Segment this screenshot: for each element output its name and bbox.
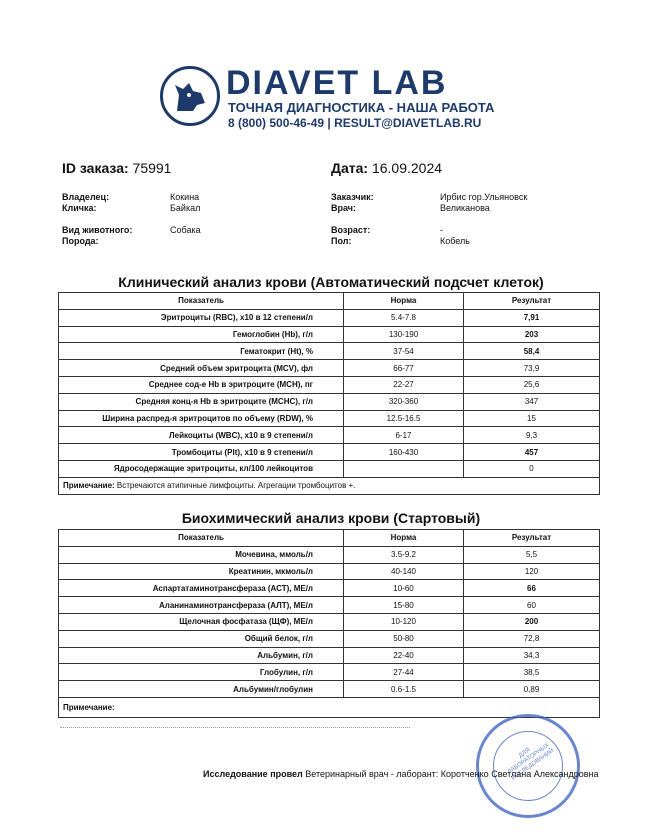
row-name: Средний объем эритроцита (MCV), фл bbox=[59, 360, 344, 377]
row-name: Аспартатаминотрансфераза (АСТ), МЕ/л bbox=[59, 580, 344, 597]
row-result: 9,3 bbox=[464, 427, 600, 444]
brand-name: DIAVET LAB bbox=[226, 64, 448, 102]
table-row bbox=[59, 630, 600, 647]
species-value: Собака bbox=[170, 225, 201, 235]
doctor-value: Великанова bbox=[440, 203, 490, 213]
row-name: Эритроциты (RBC), х10 в 12 степени/л bbox=[59, 309, 344, 326]
note-row bbox=[59, 477, 600, 494]
row-name: Среднее сод-е Hb в эритроците (MCH), пг bbox=[59, 376, 344, 393]
row-result: 15 bbox=[464, 410, 600, 427]
row-name: Гематокрит (Ht), % bbox=[59, 343, 344, 360]
row-norm: 130-190 bbox=[344, 326, 464, 343]
row-norm: 50-80 bbox=[344, 630, 464, 647]
row-norm: 12.5-16.5 bbox=[344, 410, 464, 427]
row-name: Мочевина, ммоль/л bbox=[59, 546, 344, 563]
row-norm: 0.6-1.5 bbox=[344, 681, 464, 698]
table-row bbox=[59, 546, 600, 563]
nickname-value: Байкал bbox=[170, 203, 201, 213]
species-label: Вид животного: bbox=[62, 225, 133, 235]
note-label: Примечание: bbox=[63, 481, 115, 491]
cbc-table bbox=[58, 292, 600, 495]
signature-line bbox=[203, 769, 599, 779]
table-row bbox=[59, 647, 600, 664]
row-name: Альбумин, г/л bbox=[59, 647, 344, 664]
note-cell bbox=[59, 477, 600, 494]
row-name: Гемоглобин (Hb), г/л bbox=[59, 326, 344, 343]
note-label: Примечание: bbox=[63, 702, 115, 712]
row-norm: 320-360 bbox=[344, 393, 464, 410]
row-norm: 6-17 bbox=[344, 427, 464, 444]
owner-value: Кокина bbox=[170, 192, 200, 202]
row-name: Ширина распред-я эритроцитов по объему (RDW), % bbox=[59, 410, 344, 427]
age-value: - bbox=[440, 225, 443, 235]
column-header: Результат bbox=[464, 293, 600, 310]
table-row bbox=[59, 343, 600, 360]
row-norm bbox=[344, 460, 464, 477]
row-norm: 10-120 bbox=[344, 613, 464, 630]
row-norm: 66-77 bbox=[344, 360, 464, 377]
row-result: 34,3 bbox=[464, 647, 600, 664]
row-norm: 22-27 bbox=[344, 376, 464, 393]
order-id-value: 75991 bbox=[132, 160, 172, 176]
lab-header bbox=[160, 64, 495, 134]
row-result: 38,5 bbox=[464, 664, 600, 681]
column-header: Показатель bbox=[59, 293, 344, 310]
nickname-label: Кличка: bbox=[62, 203, 97, 213]
row-norm: 37-54 bbox=[344, 343, 464, 360]
table-row bbox=[59, 580, 600, 597]
row-result: 25,6 bbox=[464, 376, 600, 393]
dog-logo-icon bbox=[160, 66, 220, 126]
owner-label: Владелец: bbox=[62, 192, 110, 202]
client-value: Ирбис гор.Ульяновск bbox=[440, 192, 528, 202]
row-result: 72,8 bbox=[464, 630, 600, 647]
row-norm: 15-80 bbox=[344, 597, 464, 614]
row-result: 0 bbox=[464, 460, 600, 477]
row-result: 5,5 bbox=[464, 546, 600, 563]
row-result: 200 bbox=[464, 613, 600, 630]
row-result: 347 bbox=[464, 393, 600, 410]
order-date bbox=[331, 160, 442, 176]
contacts: 8 (800) 500-46-49 | RESULT@DIAVETLAB.RU bbox=[228, 116, 482, 130]
table-row bbox=[59, 360, 600, 377]
row-norm: 10-60 bbox=[344, 580, 464, 597]
table-header-row bbox=[59, 293, 600, 310]
sex-value: Кобель bbox=[440, 236, 470, 246]
row-norm: 3.5-9.2 bbox=[344, 546, 464, 563]
table-row bbox=[59, 664, 600, 681]
table-row bbox=[59, 410, 600, 427]
biochem-title: Биохимический анализ крови (Стартовый) bbox=[181, 510, 481, 526]
order-id-label: ID заказа: bbox=[62, 160, 129, 176]
row-result: 60 bbox=[464, 597, 600, 614]
biochem-table bbox=[58, 529, 600, 718]
row-norm: 40-140 bbox=[344, 563, 464, 580]
table-row bbox=[59, 427, 600, 444]
table-row bbox=[59, 597, 600, 614]
row-result: 73,9 bbox=[464, 360, 600, 377]
row-name: Общий белок, г/л bbox=[59, 630, 344, 647]
lab-stamp bbox=[476, 714, 580, 818]
row-name: Ядросодержащие эритроциты, кл/100 лейкоцитов bbox=[59, 460, 344, 477]
row-result: 120 bbox=[464, 563, 600, 580]
row-result: 7,91 bbox=[464, 309, 600, 326]
table-row bbox=[59, 376, 600, 393]
column-header: Результат bbox=[464, 530, 600, 547]
signature-label: Исследование провел bbox=[203, 769, 303, 779]
row-name: Средняя конц-я Hb в эритроците (MCHC), г/л bbox=[59, 393, 344, 410]
row-name: Креатинин, мкмоль/л bbox=[59, 563, 344, 580]
doctor-label: Врач: bbox=[331, 203, 357, 213]
table-row bbox=[59, 563, 600, 580]
row-norm: 5.4-7.8 bbox=[344, 309, 464, 326]
table-row bbox=[59, 681, 600, 698]
age-label: Возраст: bbox=[331, 225, 371, 235]
row-name: Щелочная фосфатаза (ЩФ), МЕ/л bbox=[59, 613, 344, 630]
order-date-value: 16.09.2024 bbox=[371, 160, 443, 176]
cbc-title: Клинический анализ крови (Автоматический подсчет клеток) bbox=[118, 274, 544, 290]
row-result: 58,4 bbox=[464, 343, 600, 360]
signature-text: Ветеринарный врач - лаборант: Коротченко Светлана Александровна bbox=[305, 769, 599, 779]
column-header: Норма bbox=[344, 530, 464, 547]
row-name: Аланинаминотрансфераза (АЛТ), МЕ/л bbox=[59, 597, 344, 614]
table-row bbox=[59, 309, 600, 326]
table-row bbox=[59, 613, 600, 630]
stamp-text: ДЛЯ ЛАБОРАТОРНЫХ ИССЛЕДОВАНИЙ bbox=[506, 742, 556, 782]
column-header: Норма bbox=[344, 293, 464, 310]
breed-label: Порода: bbox=[62, 236, 99, 246]
row-norm: 27-44 bbox=[344, 664, 464, 681]
table-row bbox=[59, 444, 600, 461]
row-result: 0,89 bbox=[464, 681, 600, 698]
row-result: 457 bbox=[464, 444, 600, 461]
row-name: Лейкоциты (WBC), х10 в 9 степени/л bbox=[59, 427, 344, 444]
column-header: Показатель bbox=[59, 530, 344, 547]
tagline: ТОЧНАЯ ДИАГНОСТИКА - НАША РАБОТА bbox=[228, 100, 495, 115]
table-header-row bbox=[59, 530, 600, 547]
table-row bbox=[59, 393, 600, 410]
fine-print-line bbox=[60, 727, 410, 732]
row-result: 66 bbox=[464, 580, 600, 597]
row-name: Тромбоциты (Plt), х10 в 9 степени/л bbox=[59, 444, 344, 461]
sex-label: Пол: bbox=[331, 236, 352, 246]
client-label: Заказчик: bbox=[331, 192, 374, 202]
row-name: Глобулин, г/л bbox=[59, 664, 344, 681]
order-date-label: Дата: bbox=[331, 160, 369, 176]
row-name: Альбумин/глобулин bbox=[59, 681, 344, 698]
row-norm: 160-430 bbox=[344, 444, 464, 461]
row-norm: 22-40 bbox=[344, 647, 464, 664]
table-row bbox=[59, 326, 600, 343]
note-text: Встречаются атипичные лимфоциты. Агрегации тромбоцитов +. bbox=[116, 481, 356, 491]
row-result: 203 bbox=[464, 326, 600, 343]
order-id bbox=[62, 160, 171, 176]
table-row bbox=[59, 460, 600, 477]
